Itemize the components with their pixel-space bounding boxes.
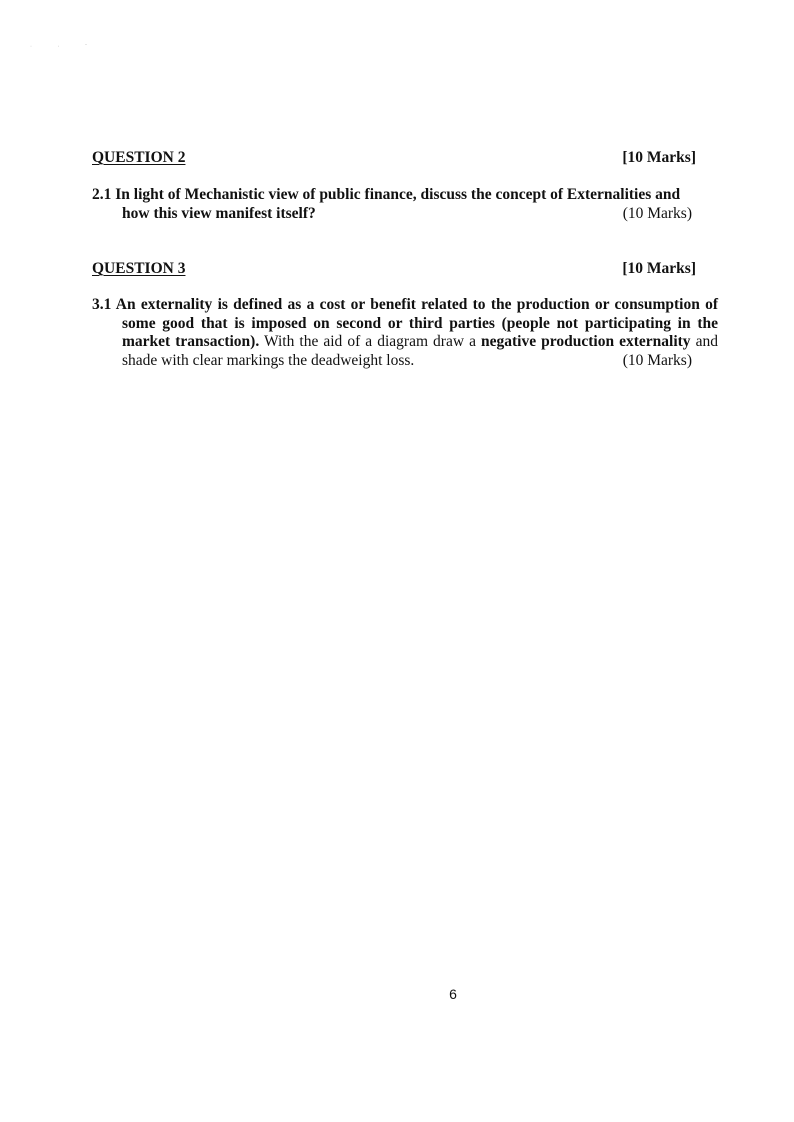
question-2-heading-row — [92, 148, 696, 168]
question-3-1-line-1: 3.1 An externality is defined as a cost or benefit related to the production or consumption of — [92, 296, 718, 313]
question-2-1-line-2-text: how this view manifest itself? — [122, 204, 316, 222]
page-number: 6 — [449, 986, 457, 1002]
scan-specks: · · ˉ — [30, 44, 99, 50]
question-3-1-line-3-text-a: With the aid of a diagram draw a — [259, 333, 481, 350]
question-2-1-line-2 — [92, 205, 718, 224]
question-3-1-line-4-text: shade with clear markings the deadweight loss. — [122, 351, 415, 369]
question-3-1-line-3 — [92, 333, 718, 352]
question-3-1-line-2: some good that is imposed on second or third parties (people not participating in the — [122, 314, 718, 332]
question-2-title: QUESTION 2 — [92, 149, 186, 166]
question-2-1-marks: (10 Marks) — [622, 204, 692, 222]
question-2-1-line-1: 2.1 In light of Mechanistic view of public finance, discuss the concept of Externalities and — [92, 186, 681, 203]
question-3-1-marks: (10 Marks) — [622, 351, 692, 369]
question-3-heading-row — [92, 259, 696, 279]
question-3-1-line-3-bold-b: negative production externality — [481, 333, 691, 350]
question-3-marks: [10 Marks] — [622, 260, 696, 277]
question-3-title: QUESTION 3 — [92, 260, 186, 277]
question-3-1 — [92, 296, 718, 370]
question-3-1-line-3-bold: market transaction). — [122, 333, 260, 350]
question-3-1-line-3-text-b: and — [690, 333, 718, 350]
question-2-1 — [92, 186, 718, 223]
question-3-1-line-4 — [92, 352, 718, 371]
question-2-marks: [10 Marks] — [622, 149, 696, 166]
